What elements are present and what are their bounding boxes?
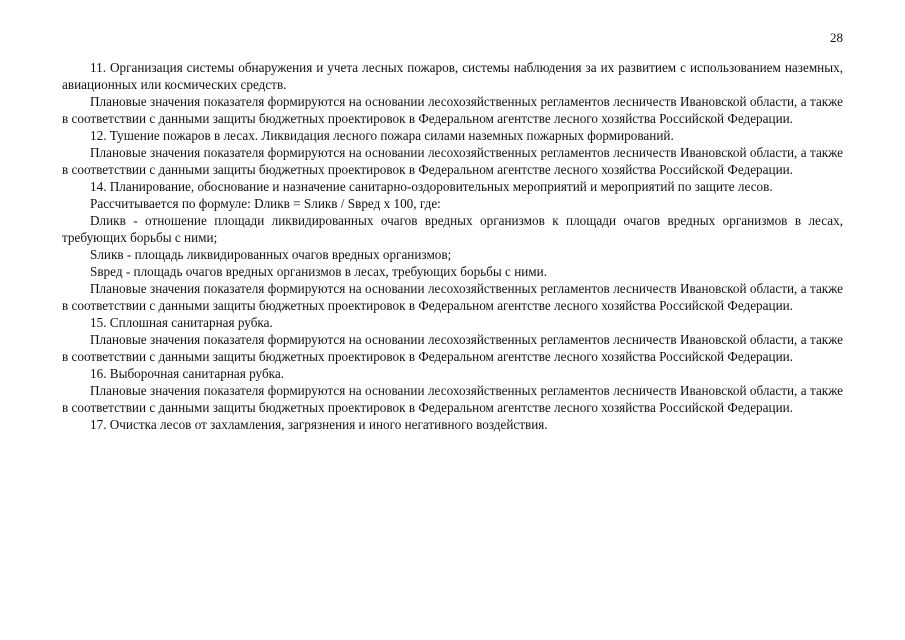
paragraph-item-15-heading: 15. Сплошная санитарная рубка. bbox=[90, 315, 273, 330]
document-body bbox=[62, 59, 843, 433]
paragraph-item-16-heading: 16. Выборочная санитарная рубка. bbox=[90, 366, 285, 381]
paragraph-planned-values: Плановые значения показателя формируются на основании лесохозяйственных регламентов лесничеств Ивановской области, а также в соответствии с данными защиты бюджетных проектировок в Федеральном агентстве лесного хозяйства Российской Федерации. bbox=[62, 94, 843, 126]
paragraph-planned-values: Плановые значения показателя формируются на основании лесохозяйственных регламентов лесничеств Ивановской области, а также в соответствии с данными защиты бюджетных проектировок в Федеральном агентстве лесного хозяйства Российской Федерации. bbox=[62, 145, 843, 177]
paragraph-formula-definition-d: Dликв - отношение площади ликвидированных очагов вредных организмов к площади очагов вредных организмов в лесах, требующих борьбы с ними; bbox=[62, 213, 843, 245]
paragraph-formula-definition-sharm: Sвред - площадь очагов вредных организмов в лесах, требующих борьбы с ними. bbox=[90, 264, 548, 279]
paragraph-formula-definition-sliq: Sликв - площадь ликвидированных очагов вредных организмов; bbox=[90, 247, 452, 262]
paragraph-item-17-heading: 17. Очистка лесов от захламления, загрязнения и иного негативного воздействия. bbox=[90, 417, 548, 432]
paragraph-formula: Рассчитывается по формуле: Dликв = Sликв / Sвред x 100, где: bbox=[90, 196, 441, 211]
page-number: 28 bbox=[830, 30, 843, 45]
paragraph-item-14-heading: 14. Планирование, обоснование и назначение санитарно-оздоровительных мероприятий и мероприятий по защите лесов. bbox=[90, 179, 773, 194]
paragraph-item-12-heading: 12. Тушение пожаров в лесах. Ликвидация лесного пожара силами наземных пожарных формирований. bbox=[90, 128, 674, 143]
paragraph-planned-values: Плановые значения показателя формируются на основании лесохозяйственных регламентов лесничеств Ивановской области, а также в соответствии с данными защиты бюджетных проектировок в Федеральном агентстве лесного хозяйства Российской Федерации. bbox=[62, 281, 843, 313]
paragraph-planned-values: Плановые значения показателя формируются на основании лесохозяйственных регламентов лесничеств Ивановской области, а также в соответствии с данными защиты бюджетных проектировок в Федеральном агентстве лесного хозяйства Российской Федерации. bbox=[62, 383, 843, 415]
paragraph-planned-values: Плановые значения показателя формируются на основании лесохозяйственных регламентов лесничеств Ивановской области, а также в соответствии с данными защиты бюджетных проектировок в Федеральном агентстве лесного хозяйства Российской Федерации. bbox=[62, 332, 843, 364]
paragraph-item-11-heading: 11. Организация системы обнаружения и учета лесных пожаров, системы наблюдения за их развитием с использованием наземных, авиационных или космических средств. bbox=[62, 60, 843, 92]
